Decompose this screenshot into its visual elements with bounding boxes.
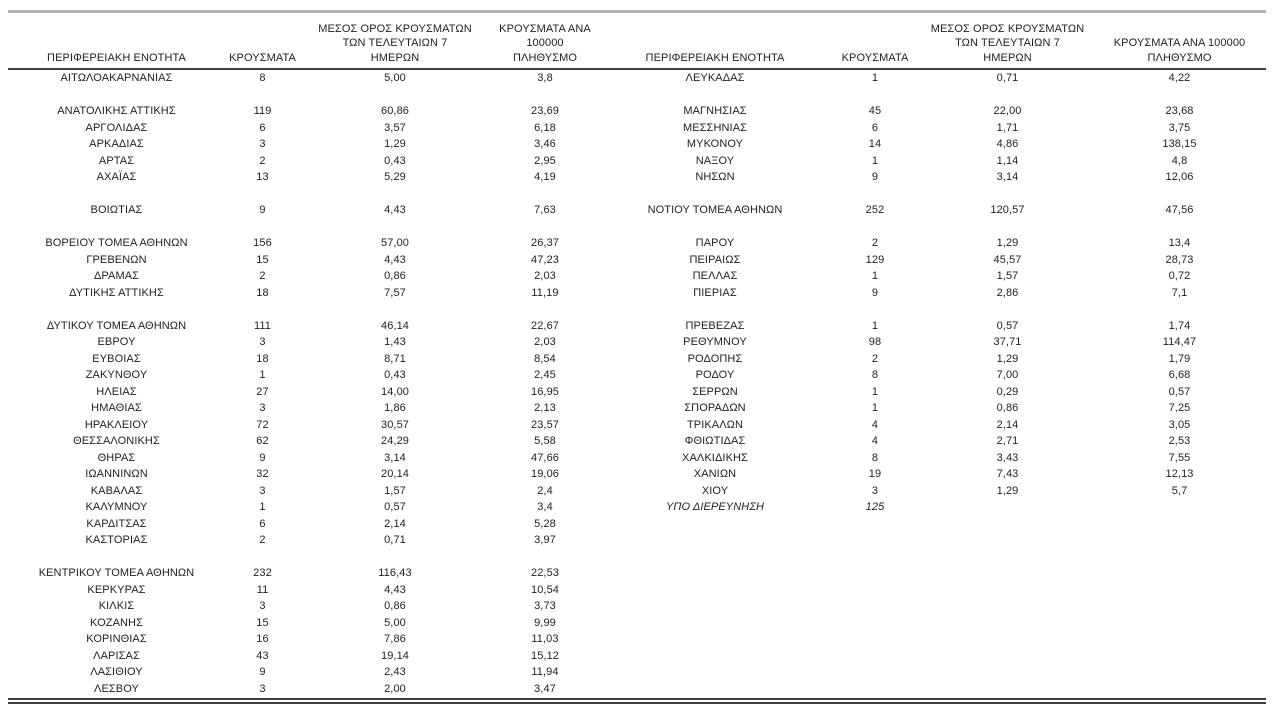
avg7-cell: 3,57 <box>384 121 406 134</box>
cases-cell: 3 <box>259 484 266 497</box>
avg7-cell: 1,29 <box>996 484 1019 497</box>
avg7-cell: 2,00 <box>384 682 406 695</box>
avg7-cell: 20,14 <box>380 468 410 480</box>
region-cell: ΠΑΡΟΥ <box>695 237 735 249</box>
table-row <box>0 136 1272 153</box>
region-cell: ΗΡΑΚΛΕΙΟΥ <box>84 418 149 431</box>
region-cell: ΑΙΤΩΛΟΑΚΑΡΝΑΝΙΑΣ <box>60 72 173 84</box>
header-per100k-right-line1: ΚΡΟΥΣΜΑΤΑ ΑΝΑ 100000 <box>1113 37 1246 49</box>
region-cell: ΧΑΝΙΩΝ <box>693 468 737 480</box>
per100k-cell: 2,13 <box>534 402 556 414</box>
avg7-cell: 1,43 <box>384 336 406 348</box>
table-row <box>0 334 1272 351</box>
per100k-cell: 1,79 <box>1168 352 1191 365</box>
region-cell: ΑΡΤΑΣ <box>98 154 135 167</box>
table-row <box>0 450 1272 467</box>
avg7-cell: 7,86 <box>384 633 406 645</box>
region-cell: ΝΟΤΙΟΥ ΤΟΜΕΑ ΑΘΗΝΩΝ <box>647 204 783 216</box>
cases-cell: 3 <box>871 484 879 497</box>
cases-cell: 72 <box>256 418 269 431</box>
cases-cell: 9 <box>871 286 879 299</box>
table-body <box>0 70 1272 697</box>
per100k-cell: 10,54 <box>530 583 560 596</box>
per100k-cell: 114,47 <box>1162 336 1197 348</box>
avg7-cell: 7,43 <box>996 468 1019 480</box>
avg7-cell: 45,57 <box>993 253 1022 266</box>
table-bottom-border <box>8 698 1266 704</box>
table-row <box>0 400 1272 417</box>
table-row <box>0 384 1272 401</box>
region-cell: ΝΑΞΟΥ <box>695 154 735 167</box>
header-avg7-right-line2: ΤΩΝ ΤΕΛΕΥΤΑΙΩΝ 7 <box>955 37 1060 49</box>
header-region-left <box>8 51 225 69</box>
table-row <box>0 235 1272 252</box>
cases-cell: 2 <box>259 270 266 282</box>
region-cell: ΣΕΡΡΩΝ <box>692 385 738 398</box>
table-row <box>0 169 1272 186</box>
region-cell: ΚΑΡΔΙΤΣΑΣ <box>86 517 147 530</box>
cases-cell: 15 <box>256 253 269 266</box>
cases-cell: 9 <box>259 451 266 464</box>
cases-cell: 32 <box>256 468 269 480</box>
cases-cell: 2 <box>871 352 879 365</box>
per100k-cell: 2,4 <box>537 484 553 497</box>
table-row <box>0 70 1272 87</box>
avg7-cell: 22,00 <box>993 105 1022 117</box>
table-row <box>0 433 1272 450</box>
avg7-cell: 5,29 <box>384 171 406 183</box>
per100k-cell: 4,22 <box>1168 72 1191 84</box>
per100k-cell: 47,23 <box>530 253 560 266</box>
avg7-cell: 24,29 <box>380 435 410 447</box>
avg7-cell: 30,57 <box>380 418 410 431</box>
per100k-cell: 2,03 <box>534 336 556 348</box>
header-avg7-left-line3: ΗΜΕΡΩΝ <box>370 51 420 64</box>
avg7-cell: 8,71 <box>384 352 406 365</box>
cases-cell: 16 <box>256 633 269 645</box>
per100k-cell: 3,97 <box>534 534 556 546</box>
table-row <box>0 417 1272 434</box>
cases-cell: 8 <box>871 369 879 381</box>
header-avg7-left-line2: ΤΩΝ ΤΕΛΕΥΤΑΙΩΝ 7 <box>342 37 448 49</box>
avg7-cell: 1,86 <box>384 402 406 414</box>
table-header-row <box>0 13 1272 68</box>
per100k-cell: 2,03 <box>534 270 556 282</box>
per100k-cell: 19,06 <box>530 468 560 480</box>
cases-cell: 6 <box>871 121 879 134</box>
avg7-cell: 3,14 <box>996 171 1019 183</box>
per100k-cell: 4,19 <box>534 171 556 183</box>
cases-cell: 14 <box>868 138 882 150</box>
header-avg7-left <box>300 22 490 69</box>
cases-cell: 3 <box>259 682 266 695</box>
per100k-cell: 9,99 <box>534 616 556 629</box>
avg7-cell: 4,86 <box>996 138 1019 150</box>
cases-cell: 1 <box>871 270 879 282</box>
region-cell: ΕΒΡΟΥ <box>97 336 136 348</box>
table-row <box>0 268 1272 285</box>
per100k-cell: 13,4 <box>1168 237 1191 249</box>
per100k-cell: 6,18 <box>534 121 556 134</box>
avg7-cell: 0,71 <box>996 72 1019 84</box>
region-cell: ΛΑΡΙΣΑΣ <box>93 649 140 662</box>
per100k-cell: 5,7 <box>1171 484 1188 497</box>
header-per100k-right-line2: ΠΛΗΘΥΣΜΟ <box>1147 51 1212 64</box>
region-cell: ΠΕΙΡΑΙΩΣ <box>689 253 741 266</box>
per100k-cell: 22,53 <box>530 567 560 579</box>
table-row <box>0 318 1272 335</box>
per100k-cell: 26,37 <box>530 237 560 249</box>
cases-cell: 4 <box>871 435 879 447</box>
header-per100k-left-line2: ΠΛΗΘΥΣΜΟ <box>512 51 578 64</box>
table-row <box>0 87 1272 104</box>
region-cell: ΜΕΣΣΗΝΙΑΣ <box>682 121 748 134</box>
region-cell: ΒΟΙΩΤΙΑΣ <box>90 204 143 216</box>
cases-cell: 2 <box>871 237 879 249</box>
avg7-cell: 4,43 <box>384 204 406 216</box>
table-row <box>0 120 1272 137</box>
avg7-cell: 60,86 <box>380 105 410 117</box>
table-row <box>0 565 1272 582</box>
table-row <box>0 153 1272 170</box>
per100k-cell: 3,75 <box>1168 121 1191 134</box>
region-cell: ΥΠΟ ΔΙΕΡΕΥΝΗΣΗ <box>665 501 765 513</box>
cases-cell: 1 <box>871 402 879 414</box>
cases-cell: 9 <box>871 171 879 183</box>
per100k-cell: 3,46 <box>534 138 556 150</box>
avg7-cell: 37,71 <box>993 336 1022 348</box>
per100k-cell: 0,72 <box>1168 270 1191 282</box>
per100k-cell: 22,67 <box>530 319 560 332</box>
region-cell: ΕΥΒΟΙΑΣ <box>92 352 141 365</box>
region-cell: ΡΟΔΟΥ <box>695 369 735 381</box>
per100k-cell: 8,54 <box>534 352 556 365</box>
cases-cell: 9 <box>259 204 266 216</box>
per100k-cell: 7,63 <box>534 204 556 216</box>
table-row <box>0 301 1272 318</box>
region-cell: ΔΡΑΜΑΣ <box>93 270 140 282</box>
cases-cell: 8 <box>871 451 879 464</box>
region-cell: ΝΗΣΩΝ <box>695 171 735 183</box>
per100k-cell: 11,94 <box>531 666 559 678</box>
header-avg7-left-line1: ΜΕΣΟΣ ΟΡΟΣ ΚΡΟΥΣΜΑΤΩΝ <box>318 22 472 35</box>
per100k-cell: 11,19 <box>531 286 559 299</box>
avg7-cell: 3,43 <box>996 451 1019 464</box>
region-cell: ΡΕΘΥΜΝΟΥ <box>683 336 747 348</box>
cases-cell: 18 <box>256 286 269 299</box>
table-row <box>0 202 1272 219</box>
avg7-cell: 0,71 <box>384 534 406 546</box>
table-row <box>0 582 1272 599</box>
cases-cell: 1 <box>871 72 879 84</box>
region-cell: ΜΥΚΟΝΟΥ <box>686 138 744 150</box>
per100k-cell: 47,66 <box>530 451 560 464</box>
region-cell: ΛΑΣΙΘΙΟΥ <box>90 666 143 678</box>
region-cell: ΖΑΚΥΝΘΟΥ <box>85 369 148 381</box>
per100k-cell: 2,45 <box>534 369 556 381</box>
region-cell: ΒΟΡΕΙΟΥ ΤΟΜΕΑ ΑΘΗΝΩΝ <box>45 237 188 249</box>
per100k-cell: 138,15 <box>1162 138 1197 150</box>
avg7-cell: 19,14 <box>380 649 410 662</box>
region-cell: ΗΛΕΙΑΣ <box>96 385 137 398</box>
per100k-cell: 23,57 <box>530 418 560 431</box>
region-cell: ΤΡΙΚΑΛΩΝ <box>686 418 744 431</box>
table-row <box>0 367 1272 384</box>
region-cell: ΣΠΟΡΑΔΩΝ <box>684 402 746 414</box>
avg7-cell: 5,00 <box>384 616 406 629</box>
per100k-cell: 15,12 <box>530 649 560 662</box>
region-cell: ΠΙΕΡΙΑΣ <box>693 286 737 299</box>
cases-cell: 4 <box>871 418 879 431</box>
avg7-cell: 57,00 <box>380 237 410 249</box>
avg7-cell: 0,86 <box>996 402 1019 414</box>
cases-cell: 27 <box>256 385 269 398</box>
per100k-cell: 3,73 <box>534 600 556 612</box>
cases-cell: 6 <box>259 517 266 530</box>
header-per100k-right <box>1095 36 1264 68</box>
cases-cell: 1 <box>871 385 879 398</box>
cases-cell: 129 <box>865 253 885 266</box>
cases-cell: 232 <box>253 567 272 579</box>
avg7-cell: 1,57 <box>384 484 406 497</box>
avg7-cell: 1,29 <box>996 352 1019 365</box>
avg7-cell: 4,43 <box>384 253 406 266</box>
header-cases-left-label: ΚΡΟΥΣΜΑΤΑ <box>229 51 296 64</box>
table-row <box>0 103 1272 120</box>
cases-cell: 252 <box>865 204 885 216</box>
header-avg7-right <box>920 22 1095 69</box>
per100k-cell: 12,13 <box>1165 468 1194 480</box>
avg7-cell: 1,71 <box>996 121 1019 134</box>
region-cell: ΚΕΡΚΥΡΑΣ <box>87 583 146 596</box>
avg7-cell: 4,43 <box>384 583 406 596</box>
cases-cell: 2 <box>259 534 266 546</box>
per100k-cell: 3,4 <box>537 501 553 513</box>
cases-cell: 62 <box>256 435 269 447</box>
header-avg7-right-line3: ΗΜΕΡΩΝ <box>983 51 1032 64</box>
avg7-cell: 2,86 <box>996 286 1019 299</box>
table-row <box>0 499 1272 516</box>
region-cell: ΛΕΥΚΑΔΑΣ <box>685 72 745 84</box>
avg7-cell: 46,14 <box>380 319 410 332</box>
table-row <box>0 219 1272 236</box>
per100k-cell: 12,06 <box>1165 171 1194 183</box>
avg7-cell: 0,29 <box>996 385 1019 398</box>
avg7-cell: 0,57 <box>996 319 1019 332</box>
per100k-cell: 47,56 <box>1165 204 1194 216</box>
avg7-cell: 2,43 <box>384 666 406 678</box>
avg7-cell: 14,00 <box>380 385 410 398</box>
cases-cell: 15 <box>256 616 269 629</box>
cases-cell: 1 <box>871 154 879 167</box>
region-cell: ΚΑΣΤΟΡΙΑΣ <box>85 534 148 546</box>
cases-cell: 18 <box>256 352 269 365</box>
avg7-cell: 0,43 <box>384 369 406 381</box>
cases-cell: 125 <box>865 501 885 513</box>
region-cell: ΚΑΛΥΜΝΟΥ <box>85 501 148 513</box>
avg7-cell: 7,57 <box>384 286 406 299</box>
table-row <box>0 648 1272 665</box>
avg7-cell: 5,00 <box>384 72 406 84</box>
per100k-cell: 7,25 <box>1168 402 1191 414</box>
avg7-cell: 2,14 <box>384 517 406 530</box>
header-cases-right <box>830 51 920 69</box>
cases-cell: 13 <box>256 171 269 183</box>
avg7-cell: 2,14 <box>996 418 1019 431</box>
per100k-cell: 16,95 <box>530 385 560 398</box>
header-avg7-right-line1: ΜΕΣΟΣ ΟΡΟΣ ΚΡΟΥΣΜΑΤΩΝ <box>930 22 1085 35</box>
table-row <box>0 681 1272 698</box>
cases-cell: 3 <box>259 336 266 348</box>
avg7-cell: 1,29 <box>384 138 406 150</box>
cases-cell: 1 <box>871 319 879 332</box>
table-row <box>0 598 1272 615</box>
cases-cell: 1 <box>259 501 266 513</box>
per100k-cell: 6,68 <box>1168 369 1191 381</box>
per100k-cell: 23,68 <box>1165 105 1194 117</box>
region-cell: ΑΡΓΟΛΙΔΑΣ <box>85 121 148 134</box>
cases-cell: 111 <box>253 319 272 332</box>
region-cell: ΚΟΡΙΝΘΙΑΣ <box>86 633 147 645</box>
region-cell: ΔΥΤΙΚΗΣ ΑΤΤΙΚΗΣ <box>69 286 164 299</box>
per100k-cell: 7,55 <box>1168 451 1191 464</box>
table-row <box>0 483 1272 500</box>
table-row <box>0 631 1272 648</box>
cases-cell: 11 <box>256 583 269 596</box>
avg7-cell: 120,57 <box>990 204 1025 216</box>
table-row <box>0 351 1272 368</box>
table-row <box>0 252 1272 269</box>
region-cell: ΘΕΣΣΑΛΟΝΙΚΗΣ <box>73 435 160 447</box>
region-cell: ΗΜΑΘΙΑΣ <box>91 402 142 414</box>
region-cell: ΚΟΖΑΝΗΣ <box>90 616 143 629</box>
table-row <box>0 664 1272 681</box>
per100k-cell: 5,28 <box>534 517 556 530</box>
cases-cell: 8 <box>259 72 266 84</box>
per100k-cell: 3,8 <box>537 72 553 84</box>
per100k-cell: 7,1 <box>1171 286 1188 299</box>
region-cell: ΑΝΑΤΟΛΙΚΗΣ ΑΤΤΙΚΗΣ <box>57 105 176 117</box>
avg7-cell: 1,29 <box>996 237 1019 249</box>
cases-cell: 156 <box>253 237 272 249</box>
region-cell: ΘΗΡΑΣ <box>97 451 136 464</box>
per100k-cell: 11,03 <box>531 633 559 645</box>
cases-cell: 19 <box>868 468 882 480</box>
avg7-cell: 1,14 <box>996 154 1019 167</box>
region-cell: ΠΡΕΒΕΖΑΣ <box>685 319 745 332</box>
region-cell: ΔΥΤΙΚΟΥ ΤΟΜΕΑ ΑΘΗΝΩΝ <box>46 319 187 332</box>
table-row <box>0 466 1272 483</box>
per100k-cell: 2,95 <box>534 154 556 167</box>
per100k-cell: 2,53 <box>1168 435 1191 447</box>
table-row <box>0 549 1272 566</box>
region-cell: ΡΟΔΟΠΗΣ <box>687 352 743 365</box>
cases-cell: 119 <box>253 105 272 117</box>
region-cell: ΧΙΟΥ <box>701 484 729 497</box>
per100k-cell: 4,8 <box>1171 154 1188 167</box>
region-cell: ΙΩΑΝΝΙΝΩΝ <box>85 468 148 480</box>
per100k-cell: 23,69 <box>530 105 560 117</box>
per100k-cell: 1,74 <box>1168 319 1191 332</box>
avg7-cell: 0,86 <box>384 600 406 612</box>
table-row <box>0 516 1272 533</box>
region-cell: ΚΑΒΑΛΑΣ <box>90 484 143 497</box>
avg7-cell: 2,71 <box>996 435 1019 447</box>
avg7-cell: 116,43 <box>378 567 412 579</box>
per100k-cell: 5,58 <box>534 435 556 447</box>
cases-cell: 3 <box>259 138 266 150</box>
cases-cell: 1 <box>259 369 266 381</box>
avg7-cell: 0,86 <box>384 270 406 282</box>
header-region-left-label: ΠΕΡΙΦΕΡΕΙΑΚΗ ΕΝΟΤΗΤΑ <box>47 51 186 64</box>
region-cell: ΜΑΓΝΗΣΙΑΣ <box>683 105 747 117</box>
region-cell: ΦΘΙΩΤΙΔΑΣ <box>684 435 746 447</box>
table-row <box>0 285 1272 302</box>
table-row <box>0 615 1272 632</box>
region-cell: ΑΧΑΪΑΣ <box>96 171 137 183</box>
region-cell: ΚΙΛΚΙΣ <box>98 600 135 612</box>
header-per100k-left <box>490 22 600 69</box>
cases-cell: 2 <box>259 154 266 167</box>
cases-cell: 45 <box>868 105 882 117</box>
header-cases-right-label: ΚΡΟΥΣΜΑΤΑ <box>841 51 909 64</box>
header-cases-left <box>225 51 300 69</box>
cases-cell: 3 <box>259 402 266 414</box>
per100k-cell: 3,05 <box>1168 418 1191 431</box>
avg7-cell: 7,00 <box>996 369 1019 381</box>
per100k-cell: 0,57 <box>1168 385 1191 398</box>
per100k-cell: 3,47 <box>534 682 556 695</box>
table-row <box>0 186 1272 203</box>
region-cell: ΛΕΣΒΟΥ <box>94 682 139 695</box>
avg7-cell: 0,43 <box>384 154 406 167</box>
avg7-cell: 0,57 <box>384 501 406 513</box>
header-region-right <box>600 51 830 69</box>
regional-cases-table <box>0 10 1272 713</box>
cases-cell: 3 <box>259 600 266 612</box>
region-cell: ΚΕΝΤΡΙΚΟΥ ΤΟΜΕΑ ΑΘΗΝΩΝ <box>38 567 195 579</box>
header-per100k-left-line1: ΚΡΟΥΣΜΑΤΑ ΑΝΑ 100000 <box>499 22 591 49</box>
region-cell: ΧΑΛΚΙΔΙΚΗΣ <box>682 451 748 464</box>
avg7-cell: 3,14 <box>384 451 406 464</box>
per100k-cell: 28,73 <box>1165 253 1194 266</box>
region-cell: ΓΡΕΒΕΝΩΝ <box>86 253 147 266</box>
cases-cell: 98 <box>868 336 882 348</box>
region-cell: ΑΡΚΑΔΙΑΣ <box>89 138 144 150</box>
table-row <box>0 532 1272 549</box>
cases-cell: 6 <box>259 121 266 134</box>
avg7-cell: 1,57 <box>996 270 1019 282</box>
region-cell: ΠΕΛΛΑΣ <box>692 270 738 282</box>
header-region-right-label: ΠΕΡΙΦΕΡΕΙΑΚΗ ΕΝΟΤΗΤΑ <box>645 51 785 64</box>
cases-cell: 9 <box>259 666 266 678</box>
cases-cell: 43 <box>256 649 269 662</box>
